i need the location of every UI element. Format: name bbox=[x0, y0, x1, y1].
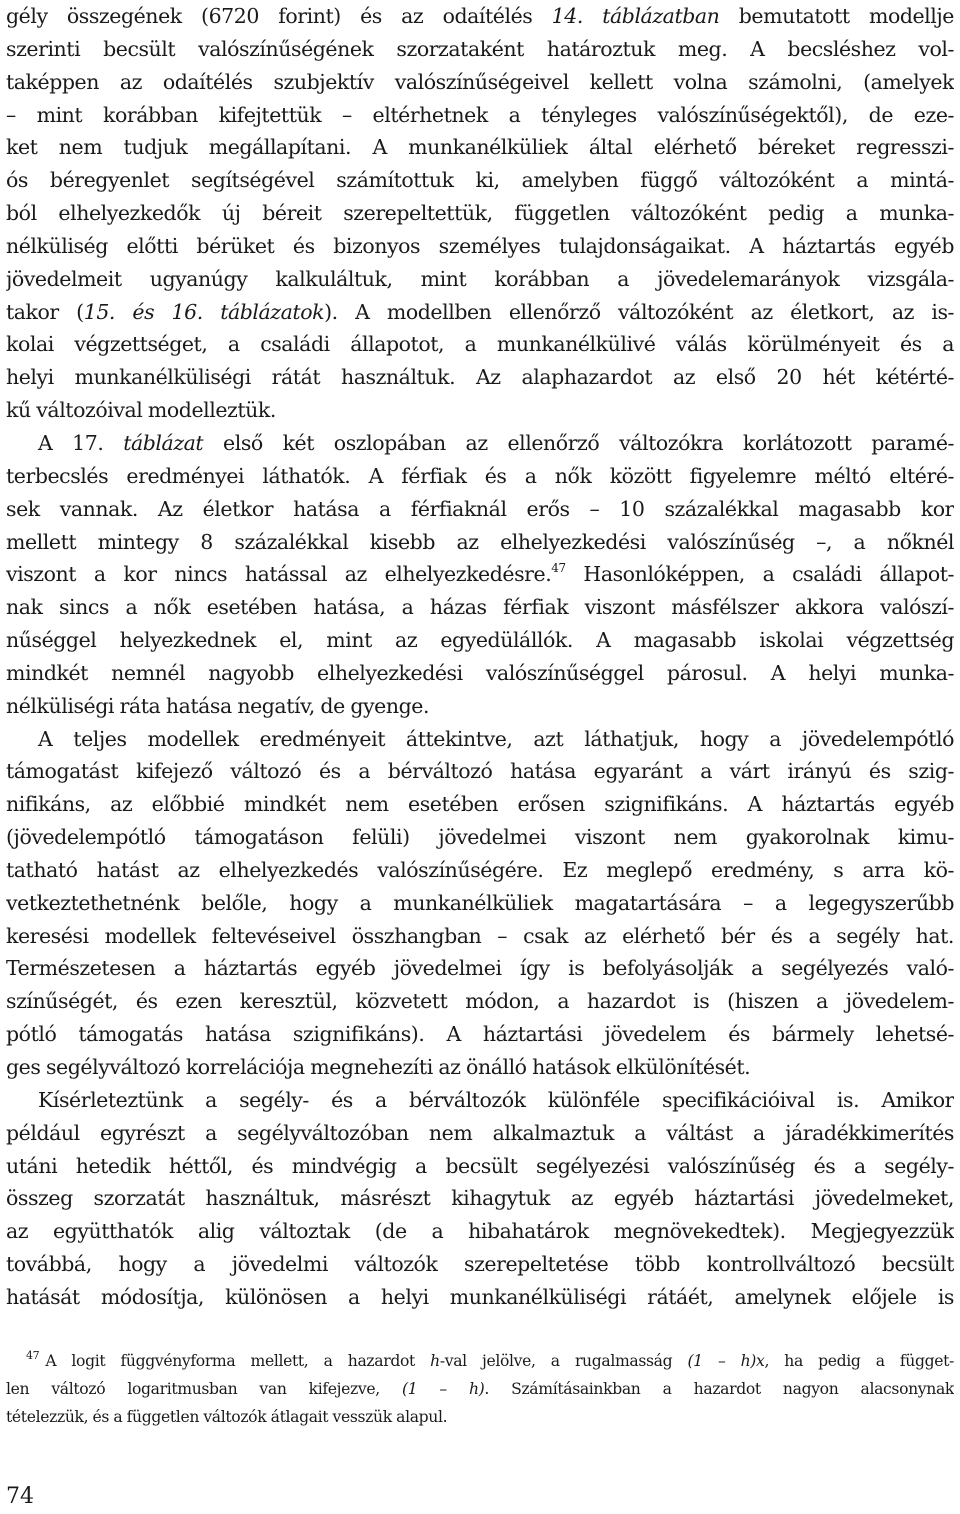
footnote-number: 47 bbox=[26, 1349, 40, 1362]
italic-text: 14. táblázatban bbox=[551, 4, 720, 28]
text-line bbox=[6, 690, 954, 723]
text-segment: nak sincs a nők esetében hatása, a házas férfiak viszont másfélszer akkora valószí- bbox=[6, 595, 954, 620]
text-segment: vetkeztethetnénk belőle, hogy a munkanélküliek magatartására – a legegyszerűbb bbox=[6, 890, 954, 915]
body-text bbox=[6, 0, 954, 1314]
text-line bbox=[6, 493, 954, 526]
italic-text: h bbox=[430, 1352, 440, 1370]
text-segment: Hasonlóképpen, a családi állapot- bbox=[565, 562, 954, 587]
text-segment: Kísérleteztünk a segély- és a bérváltozók különféle specifikációival is. Amikor bbox=[38, 1087, 954, 1112]
text-line bbox=[6, 526, 954, 559]
text-segment: takor ( bbox=[6, 299, 84, 324]
text-segment: színűségét, és ezen keresztül, közvetett módon, a hazardot is (hiszen a jövedelem- bbox=[6, 989, 954, 1014]
text-line bbox=[6, 952, 954, 985]
text-line bbox=[6, 887, 954, 920]
text-line bbox=[6, 723, 954, 756]
italic-text: 15. és 16. táblázatok bbox=[83, 299, 325, 324]
text-line bbox=[6, 920, 954, 953]
text-segment: mindkét nemnél nagyobb elhelyezkedési valószínűséggel párosul. A helyi munka- bbox=[6, 660, 954, 685]
text-segment: (jövedelempótló támogatáson felüli) jövedelmei viszont nem gyakorolnak kimu- bbox=[6, 825, 954, 850]
text-segment: helyi munkanélküliségi rátát használtuk. Az alaphazardot az első 20 hét kétérté- bbox=[6, 365, 954, 390]
text-segment: ból elhelyezkedők új béreit szerepeltettük, független változóként pedig a munka- bbox=[6, 201, 954, 226]
text-segment: nűséggel helyezkednek el, mint az egyedülállók. A magasabb iskolai végzettség bbox=[6, 628, 954, 653]
text-segment: ket nem tudjuk megállapítani. A munkanélküliek által elérhető béreket regresszi- bbox=[6, 135, 954, 160]
text-line bbox=[6, 821, 954, 854]
page-number: 74 bbox=[6, 1484, 34, 1509]
text-segment: ). A modellben ellenőrző változóként az életkort, az is- bbox=[324, 299, 954, 324]
italic-text: (1 – h)x bbox=[687, 1352, 765, 1370]
text-line bbox=[6, 854, 954, 887]
text-segment: taképpen az odaítélés szubjektív valószínűségeivel kellett volna számolni, (amelyek bbox=[6, 69, 954, 94]
footnote-line bbox=[6, 1403, 954, 1431]
text-line bbox=[6, 131, 954, 164]
text-segment: . Számításainkban a hazardot nagyon alacsonynak bbox=[484, 1380, 954, 1398]
text-segment: keresési modellek feltevéseivel összhangban – csak az elérhető bér és a segély hat. bbox=[6, 923, 954, 948]
text-segment: első két oszlopában az ellenőrző változókra korlátozott paramé- bbox=[203, 430, 954, 455]
text-line bbox=[6, 427, 954, 460]
text-segment: viszont a kor nincs hatással az elhelyezkedésre. bbox=[6, 562, 552, 587]
text-segment: Természetesen a háztartás egyéb jövedelmei így is befolyásolják a segélyezés való- bbox=[6, 956, 954, 981]
text-line bbox=[6, 460, 954, 493]
text-segment: sek vannak. Az életkor hatása a férfiaknál erős – 10 százalékkal magasabb kor bbox=[6, 496, 954, 521]
text-segment: bemutatott modellje bbox=[719, 4, 954, 28]
italic-text: (1 – h) bbox=[401, 1380, 485, 1398]
text-line bbox=[6, 263, 954, 296]
text-line bbox=[6, 1182, 954, 1215]
text-line bbox=[6, 755, 954, 788]
text-line bbox=[6, 788, 954, 821]
text-line bbox=[6, 1018, 954, 1051]
text-segment: ós béregyenlet segítségével számítottuk ki, amelyben függő változóként a mintá- bbox=[6, 168, 954, 193]
text-segment: jövedelmeit ugyanúgy kalkuláltuk, mint korábban a jövedelemarányok vizsgála- bbox=[6, 266, 954, 291]
text-segment: gély összegének (6720 forint) és az odaítélés bbox=[6, 4, 552, 28]
text-segment: pótló támogatás hatása szignifikáns). A háztartási jövedelem és bármely lehetsé- bbox=[6, 1022, 954, 1047]
text-segment: nélküliség előtti bérüket és bizonyos személyes tulajdonságaikat. A háztartás egyéb bbox=[6, 233, 954, 258]
text-line bbox=[6, 1215, 954, 1248]
footnote-reference: 47 bbox=[551, 561, 566, 576]
text-segment: len változó logaritmusban van kifejezve, bbox=[6, 1380, 402, 1398]
text-segment: utáni hetedik héttől, és mindvégig a becsült segélyezési valószínűség és a segély- bbox=[6, 1153, 954, 1178]
footnote-block bbox=[6, 1347, 954, 1431]
text-segment: hatását módosítja, különösen a helyi munkanélküliségi rátáét, amelynek előjele is bbox=[6, 1284, 954, 1309]
text-line bbox=[6, 0, 954, 33]
text-line bbox=[6, 1084, 954, 1117]
text-segment: kű változóival modelleztük. bbox=[6, 398, 276, 423]
text-line bbox=[6, 1248, 954, 1281]
text-line bbox=[6, 624, 954, 657]
text-segment: például egyrészt a segélyváltozóban nem alkalmaztuk a váltást a járadékkimerítés bbox=[6, 1120, 954, 1145]
text-segment: szerinti becsült valószínűségének szorzataként határoztuk meg. A becsléshez vol- bbox=[6, 36, 954, 61]
text-line bbox=[6, 296, 954, 329]
text-line bbox=[6, 1281, 954, 1314]
text-line bbox=[6, 164, 954, 197]
text-segment: támogatást kifejező változó és a bérváltozó hatása egyaránt a várt irányú és szig- bbox=[6, 759, 954, 784]
text-segment: az együtthatók alig változtak (de a hibahatárok megnövekedtek). Megjegyezzük bbox=[6, 1219, 954, 1244]
text-line bbox=[6, 657, 954, 690]
text-line bbox=[6, 328, 954, 361]
text-line bbox=[6, 591, 954, 624]
text-segment: A logit függvényforma mellett, a hazardot bbox=[45, 1352, 431, 1370]
text-segment: továbbá, hogy a jövedelmi változók szerepeltetése több kontrollváltozó becsült bbox=[6, 1252, 954, 1277]
text-segment: A teljes modellek eredményeit áttekintve, azt láthatjuk, hogy a jövedelempótló bbox=[38, 726, 954, 751]
text-line bbox=[6, 361, 954, 394]
text-line bbox=[6, 985, 954, 1018]
text-segment: , ha pedig a függet- bbox=[764, 1352, 954, 1370]
italic-text: táblázat bbox=[123, 430, 204, 455]
text-line bbox=[6, 66, 954, 99]
text-line bbox=[6, 230, 954, 263]
text-segment: ges segélyváltozó korrelációja megnehezíti az önálló hatások elkülönítését. bbox=[6, 1055, 751, 1079]
text-segment: nélküliségi ráta hatása negatív, de gyenge. bbox=[6, 693, 430, 718]
text-segment: tatható hatást az elhelyezkedés valószínűségére. Ez meglepő eredmény, s arra kö- bbox=[6, 857, 954, 882]
text-line bbox=[6, 99, 954, 132]
text-line bbox=[6, 558, 954, 591]
text-line bbox=[6, 1150, 954, 1183]
text-line bbox=[6, 197, 954, 230]
text-segment: tételezzük, és a független változók átlagait vesszük alapul. bbox=[6, 1408, 448, 1426]
text-segment: A 17. bbox=[38, 430, 124, 455]
text-line bbox=[6, 1051, 954, 1084]
text-segment: – mint korábban kifejtettük – eltérhetnek a tényleges valószínűségektől), de eze- bbox=[6, 102, 954, 127]
text-segment: összeg szorzatát használtuk, másrészt kihagytuk az egyéb háztartási jövedelmeket, bbox=[6, 1186, 954, 1211]
text-segment: terbecslés eredményei láthatók. A férfiak és a nők között figyelemre méltó eltéré- bbox=[6, 463, 954, 488]
footnote-line bbox=[6, 1347, 954, 1375]
text-line bbox=[6, 1117, 954, 1150]
text-line bbox=[6, 33, 954, 66]
text-line bbox=[6, 394, 954, 427]
text-segment: -val jelölve, a rugalmasság bbox=[439, 1352, 688, 1370]
text-segment: kolai végzettséget, a családi állapotot, a munkanélkülivé válás körülményeit és a bbox=[6, 332, 954, 357]
footnote-line bbox=[6, 1375, 954, 1403]
text-segment: nifikáns, az előbbié mindkét nem esetében erősen szignifikáns. A háztartás egyéb bbox=[6, 792, 954, 817]
text-segment: mellett mintegy 8 százalékkal kisebb az elhelyezkedési valószínűség –, a nőknél bbox=[6, 529, 954, 554]
